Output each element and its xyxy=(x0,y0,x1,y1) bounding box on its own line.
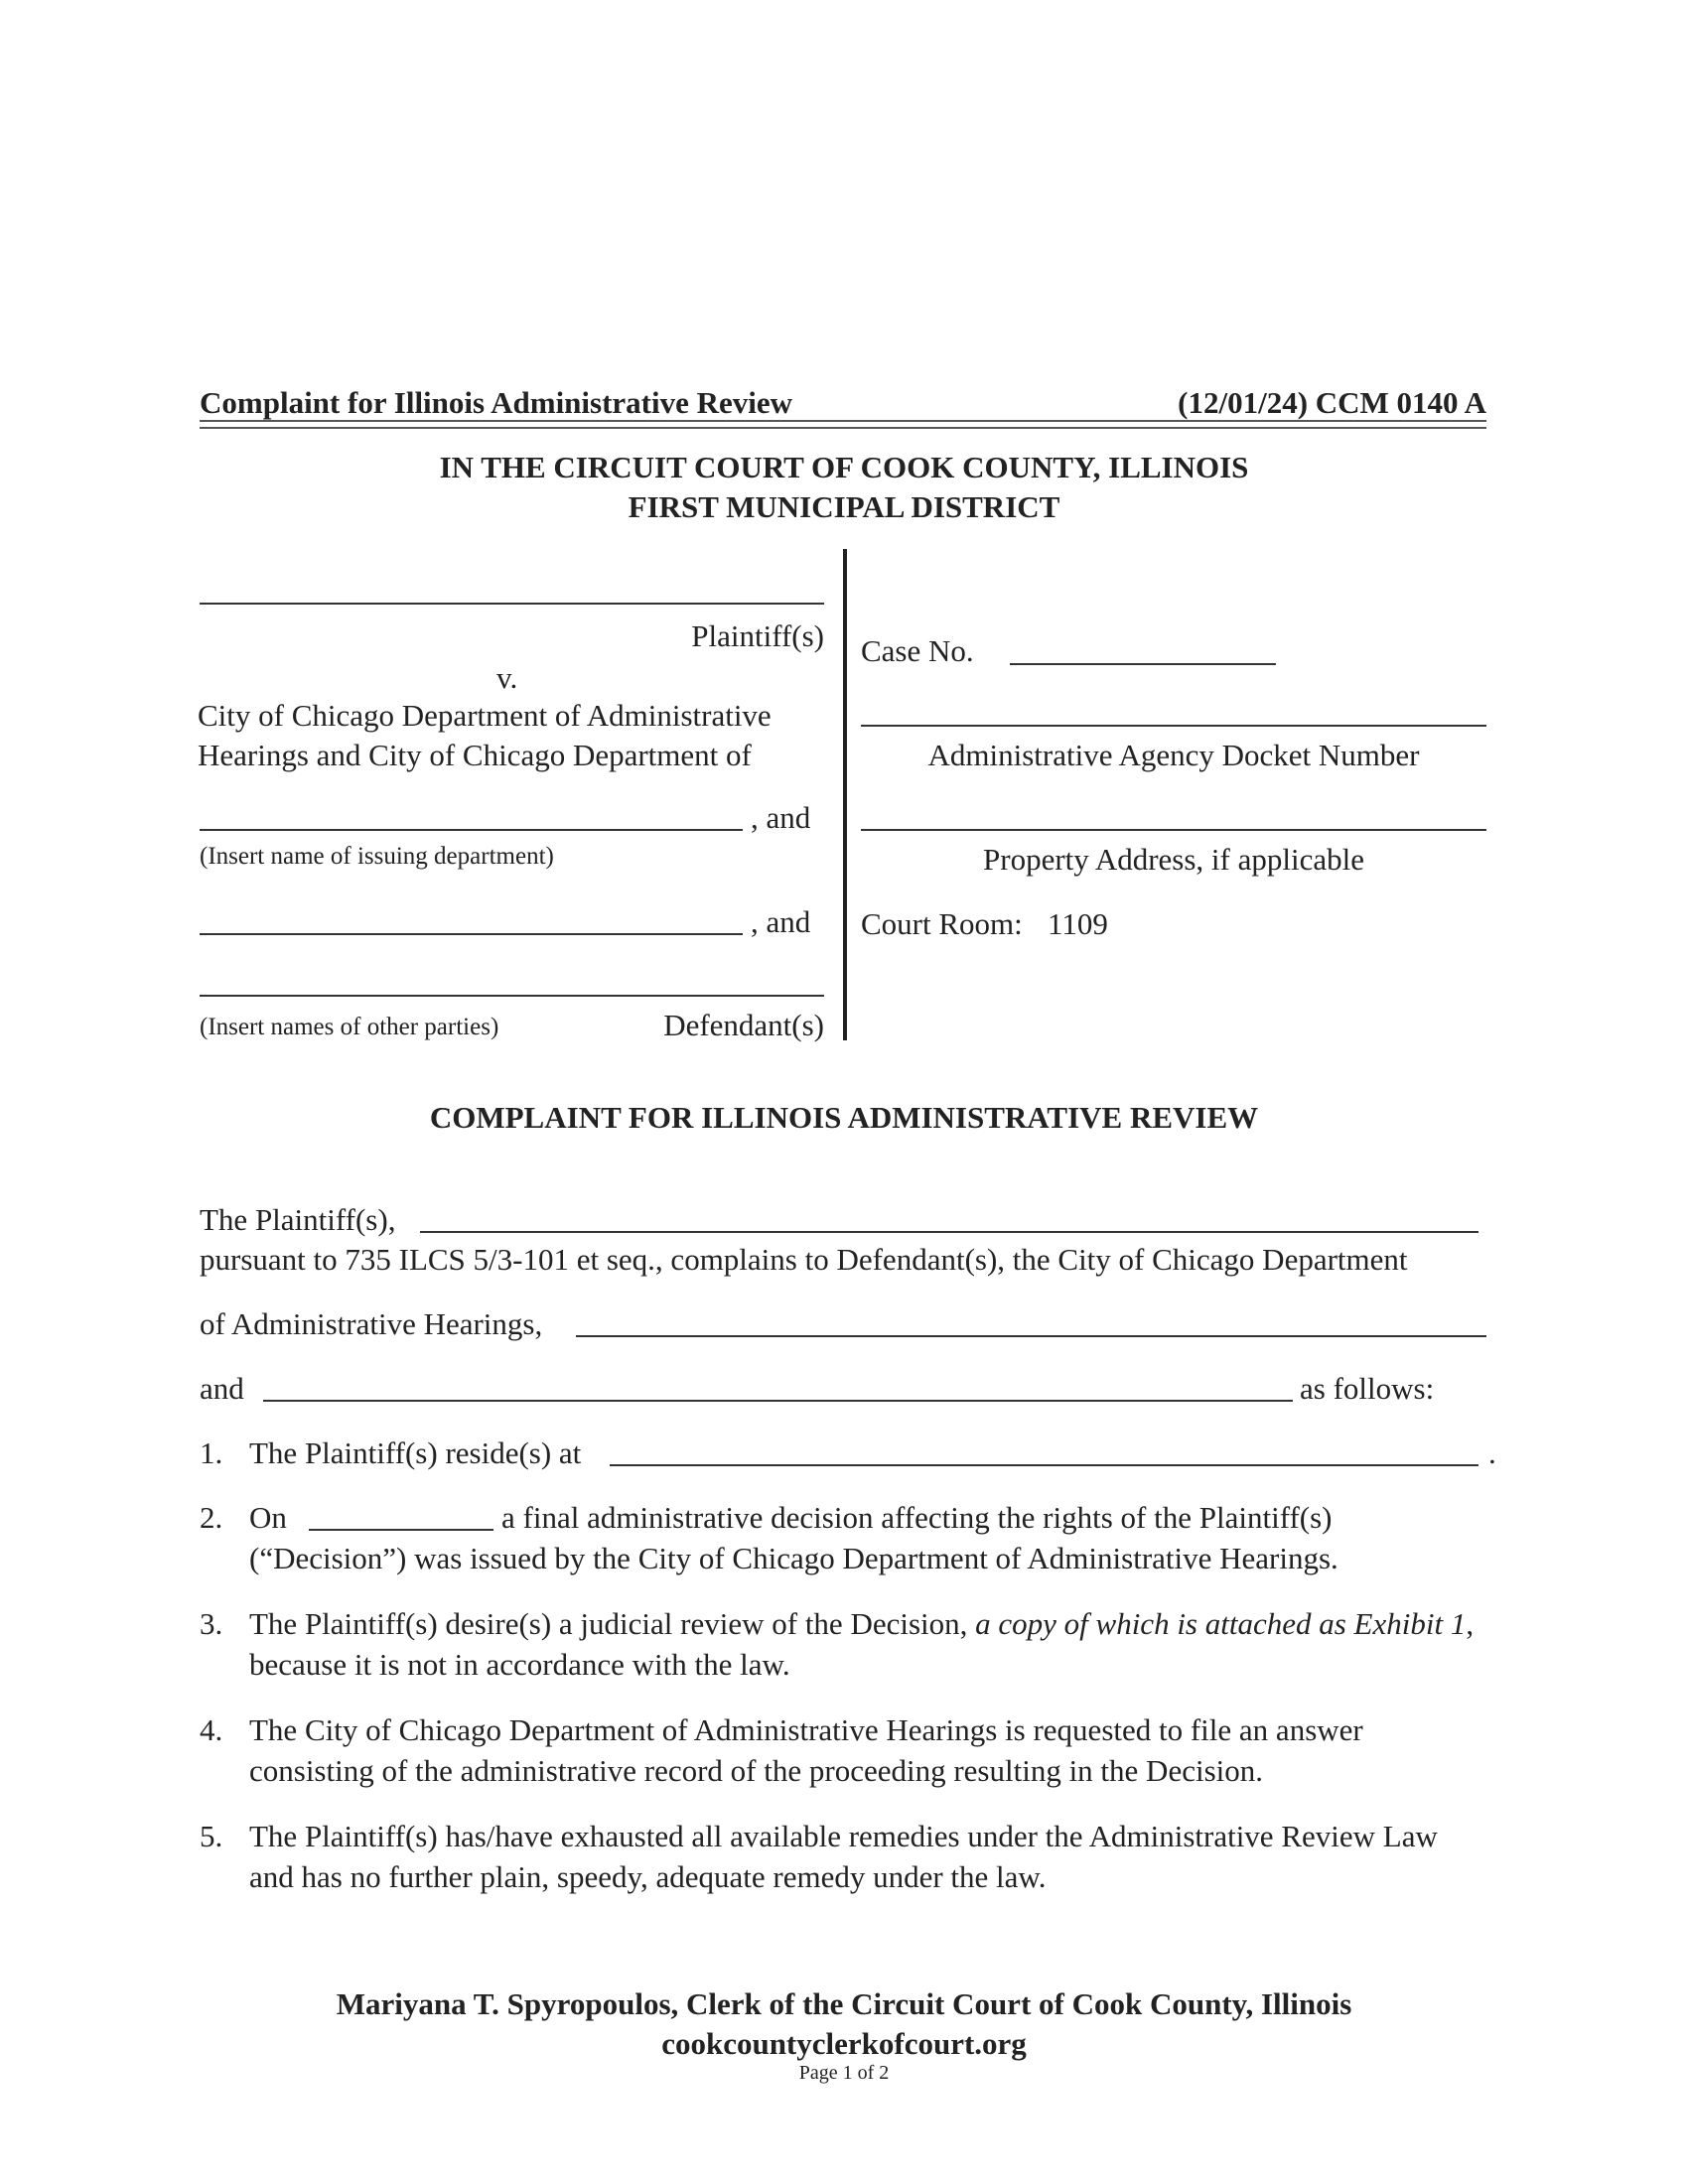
court-district: FIRST MUNICIPAL DISTRICT xyxy=(628,489,1060,524)
form-title: Complaint for Illinois Administrative Review xyxy=(200,385,793,420)
plaintiff-intro-field[interactable] xyxy=(420,1231,1478,1233)
complaint-title: COMPLAINT FOR ILLINOIS ADMINISTRATIVE REVIEW xyxy=(429,1100,1259,1135)
item-3-text-a xyxy=(249,1608,1474,1639)
item-2-text-b: (“Decision”) was issued by the City of Chicago Department of Administrative Hearings. xyxy=(249,1541,1338,1575)
item-5-number: 5. xyxy=(200,1819,223,1853)
item-2-on-label: On xyxy=(249,1500,287,1535)
item-1-number: 1. xyxy=(200,1435,223,1470)
form-code: (12/01/24) CCM 0140 A xyxy=(1178,385,1486,420)
case-number-field[interactable] xyxy=(1010,663,1276,665)
issuing-department-intro-field[interactable] xyxy=(576,1335,1486,1337)
defendant-name-line1: City of Chicago Department of Administrative xyxy=(198,698,772,733)
other-parties-intro-field[interactable] xyxy=(263,1400,1293,1402)
item-4-text-a: The City of Chicago Department of Administrative Hearings is requested to file an answer xyxy=(249,1712,1363,1747)
intro-and-label: and xyxy=(200,1371,244,1406)
item-3-exhibit-note: a copy of which is attached as Exhibit 1 xyxy=(975,1606,1467,1641)
and-label-2: , and xyxy=(751,904,811,939)
decision-date-field[interactable] xyxy=(309,1529,493,1531)
clerk-name: Mariyana T. Spyropoulos, Clerk of the Circuit Court of Cook County, Illinois xyxy=(336,1986,1352,2021)
intro-pursuant-text: pursuant to 735 ILCS 5/3-101 et seq., complains to Defendant(s), the City of Chicago Department xyxy=(200,1242,1408,1277)
versus-label: v. xyxy=(496,660,518,695)
plaintiff-label: Plaintiff(s) xyxy=(691,618,824,653)
issuing-department-hint: (Insert name of issuing department) xyxy=(200,843,554,870)
header-rule-bottom xyxy=(200,427,1486,429)
intro-as-follows: as follows: xyxy=(1300,1371,1435,1406)
item-2-text-a: a final administrative decision affecting the rights of the Plaintiff(s) xyxy=(501,1500,1333,1535)
item-3-text-main: The Plaintiff(s) desire(s) a judicial review of the Decision, xyxy=(249,1606,968,1641)
defendant-name-line2: Hearings and City of Chicago Department of xyxy=(198,738,752,772)
issuing-department-field[interactable] xyxy=(200,829,743,831)
item-3-number: 3. xyxy=(200,1606,223,1641)
other-party-field[interactable] xyxy=(200,933,743,935)
item-4-text-b: consisting of the administrative record of the proceeding resulting in the Decision. xyxy=(249,1753,1264,1788)
item-1-period: . xyxy=(1488,1435,1496,1470)
property-address-label: Property Address, if applicable xyxy=(983,842,1364,877)
court-room-value: 1109 xyxy=(1048,906,1108,941)
other-parties-field[interactable] xyxy=(200,995,824,997)
plaintiff-name-field[interactable] xyxy=(200,603,824,605)
and-label-1: , and xyxy=(751,800,811,835)
item-5-text-a: The Plaintiff(s) has/have exhausted all available remedies under the Administrative Review Law xyxy=(249,1819,1438,1853)
property-address-field[interactable] xyxy=(861,829,1486,831)
clerk-website: cookcountyclerkofcourt.org xyxy=(661,2026,1027,2061)
item-3-comma: , xyxy=(1466,1606,1475,1641)
item-2-number: 2. xyxy=(200,1500,223,1535)
defendant-label: Defendant(s) xyxy=(663,1008,824,1042)
court-name: IN THE CIRCUIT COURT OF COOK COUNTY, ILLINOIS xyxy=(439,450,1249,484)
item-4-number: 4. xyxy=(200,1712,223,1747)
docket-number-field[interactable] xyxy=(861,725,1486,727)
docket-number-label: Administrative Agency Docket Number xyxy=(927,738,1420,772)
intro-plaintiff-label: The Plaintiff(s), xyxy=(200,1202,396,1237)
header-rule-top xyxy=(200,420,1486,422)
caption-divider xyxy=(843,549,847,1040)
other-parties-hint: (Insert names of other parties) xyxy=(200,1014,499,1040)
intro-admin-hearings-label: of Administrative Hearings, xyxy=(200,1306,543,1341)
residence-address-field[interactable] xyxy=(610,1464,1478,1466)
court-room-label: Court Room: xyxy=(861,906,1023,941)
item-5-text-b: and has no further plain, speedy, adequate remedy under the law. xyxy=(249,1859,1047,1894)
case-number-label: Case No. xyxy=(861,633,974,668)
item-3-text-b: because it is not in accordance with the law. xyxy=(249,1647,790,1682)
page-number: Page 1 of 2 xyxy=(798,2062,890,2084)
item-1-text: The Plaintiff(s) reside(s) at xyxy=(249,1435,582,1470)
